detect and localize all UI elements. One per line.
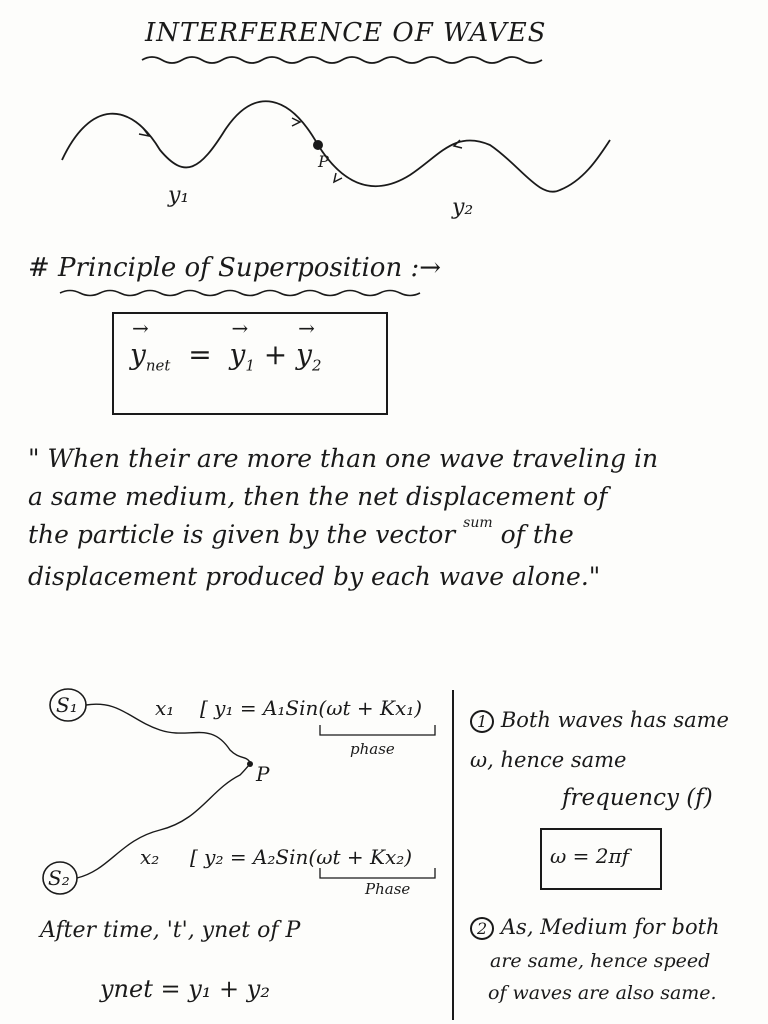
principle-heading: # Principle of Superposition :→ — [28, 253, 442, 283]
y1-subscript: 1 — [245, 356, 255, 375]
x2-label: x₂ — [140, 845, 160, 869]
heading-underline — [0, 285, 768, 305]
point-2-line-3: of waves are also same. — [488, 982, 717, 1004]
y2-symbol: y — [296, 338, 312, 371]
point-1-line-2: ω, hence same — [470, 748, 627, 772]
point-number: 1 — [470, 710, 494, 733]
inserted-word: sum — [463, 515, 493, 531]
wave-y2 — [318, 140, 610, 192]
source-s1-label: S₁ — [56, 693, 78, 717]
wave-y1 — [62, 101, 318, 167]
point-2-line-2: are same, hence speed — [490, 950, 711, 972]
wave-y2-label: y₂ — [452, 195, 474, 220]
ynet-symbol: y — [130, 338, 146, 371]
point-1-line-1: Both waves has same — [500, 708, 729, 732]
net-subscript: net — [145, 356, 171, 375]
point-number: 2 — [470, 917, 494, 940]
equals-sign: = — [188, 338, 212, 371]
quote-line: displacement produced by each wave alone." — [28, 562, 601, 591]
point-p-label: P — [318, 152, 329, 171]
phase-label-2: Phase — [365, 880, 411, 898]
waves-diagram — [0, 0, 768, 240]
point-p-dot — [313, 140, 323, 150]
quote-line: the particle is given by the vector — [28, 520, 456, 549]
quote-line: of the — [500, 520, 574, 549]
superposition-formula — [130, 338, 322, 375]
y1-symbol: y — [229, 338, 246, 371]
source-s2-label: S₂ — [48, 866, 70, 890]
omega-formula-box: ω = 2πf — [540, 828, 662, 890]
y2-subscript: 2 — [311, 356, 322, 375]
point-2-line-1: As, Medium for both — [500, 915, 720, 939]
phase-label-1: phase — [350, 740, 395, 758]
wave-y1-label: y₁ — [168, 183, 190, 208]
point-2 — [470, 915, 720, 940]
point-p-label-2: P — [256, 762, 270, 786]
after-time-text: After time, 't', ynet of P — [40, 918, 301, 943]
page-title: INTERFERENCE OF WAVES — [145, 18, 547, 48]
superposition-definition — [28, 440, 758, 596]
quote-line: " When their are more than one wave traveling in — [28, 444, 659, 473]
point-1 — [470, 708, 729, 733]
quote-line: a same medium, then the net displacement of — [28, 482, 608, 511]
point-1-line-3: frequency (f) — [562, 785, 713, 811]
y2-equation: [ y₂ = A₂Sin(ωt + Kx₂) — [190, 845, 413, 869]
arrow-icon — [334, 173, 342, 182]
column-divider — [452, 690, 454, 1020]
ynet-equation: ynet = y₁ + y₂ — [100, 975, 270, 1003]
y1-equation: [ y₁ = A₁Sin(ωt + Kx₁) — [200, 696, 423, 720]
x1-label: x₁ — [155, 696, 175, 720]
plus-sign: + — [263, 338, 288, 371]
